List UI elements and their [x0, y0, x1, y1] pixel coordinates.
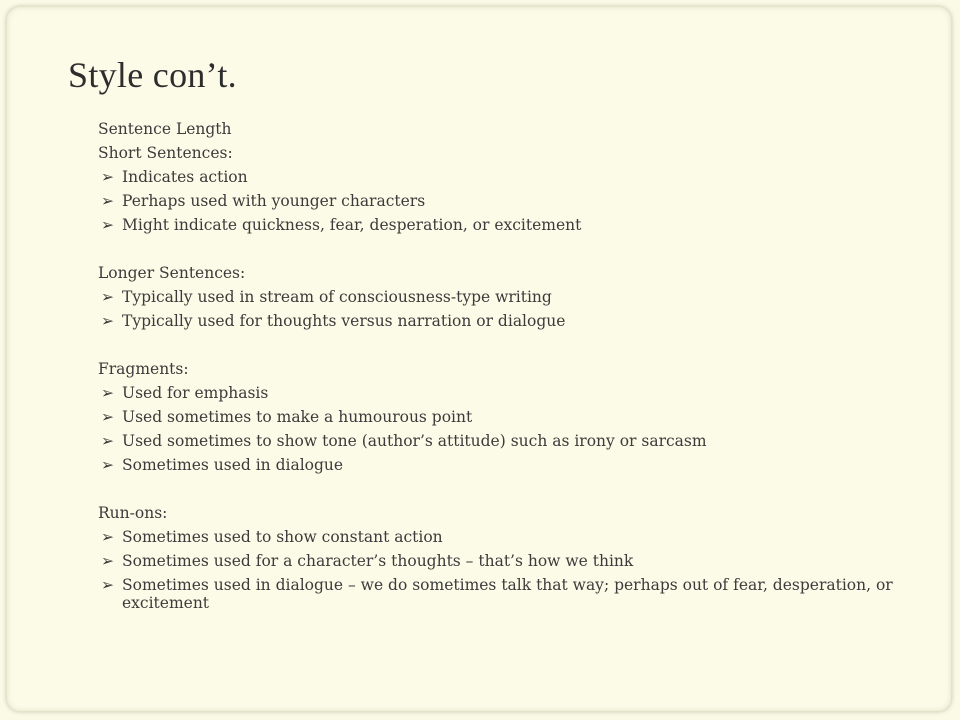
list-item: ➢ Sometimes used in dialogue [98, 453, 898, 477]
list-item: ➢ Indicates action [98, 165, 898, 189]
arrowhead-bullet-icon: ➢ [101, 288, 114, 306]
arrowhead-bullet-icon: ➢ [101, 528, 114, 546]
list-item: ➢ Sometimes used for a character’s thoughts – that’s how we think [98, 549, 898, 573]
section-heading-runons: Run-ons: [98, 504, 168, 522]
spacer [98, 477, 898, 501]
arrowhead-bullet-icon: ➢ [101, 384, 114, 402]
arrowhead-bullet-icon: ➢ [101, 192, 114, 210]
list-item: ➢ Sometimes used to show constant action [98, 525, 898, 549]
section-heading-fragments: Fragments: [98, 360, 189, 378]
arrowhead-bullet-icon: ➢ [101, 216, 114, 234]
section-heading-short: Short Sentences: [98, 144, 233, 162]
arrowhead-bullet-icon: ➢ [101, 432, 114, 450]
list-item: ➢ Used sometimes to make a humourous point [98, 405, 898, 429]
arrowhead-bullet-icon: ➢ [101, 312, 114, 330]
slide-title: Style con’t. [68, 55, 237, 95]
arrowhead-bullet-icon: ➢ [101, 456, 114, 474]
spacer [98, 333, 898, 357]
list-item: ➢ Might indicate quickness, fear, desperation, or excitement [98, 213, 898, 237]
list-item: ➢ Perhaps used with younger characters [98, 189, 898, 213]
spacer [98, 237, 898, 261]
list-item: ➢ Used for emphasis [98, 381, 898, 405]
slide-body [98, 117, 898, 615]
section-heading-longer: Longer Sentences: [98, 264, 246, 282]
list-item: ➢ Used sometimes to show tone (author’s attitude) such as irony or sarcasm [98, 429, 898, 453]
arrowhead-bullet-icon: ➢ [101, 576, 114, 594]
arrowhead-bullet-icon: ➢ [101, 408, 114, 426]
list-item: ➢ Sometimes used in dialogue – we do sometimes talk that way; perhaps out of fear, desperation, or excitement [98, 573, 898, 615]
list-item: ➢ Typically used for thoughts versus narration or dialogue [98, 309, 898, 333]
list-item: ➢ Typically used in stream of consciousness-type writing [98, 285, 898, 309]
arrowhead-bullet-icon: ➢ [101, 168, 114, 186]
arrowhead-bullet-icon: ➢ [101, 552, 114, 570]
intro-line: Sentence Length [98, 120, 232, 138]
